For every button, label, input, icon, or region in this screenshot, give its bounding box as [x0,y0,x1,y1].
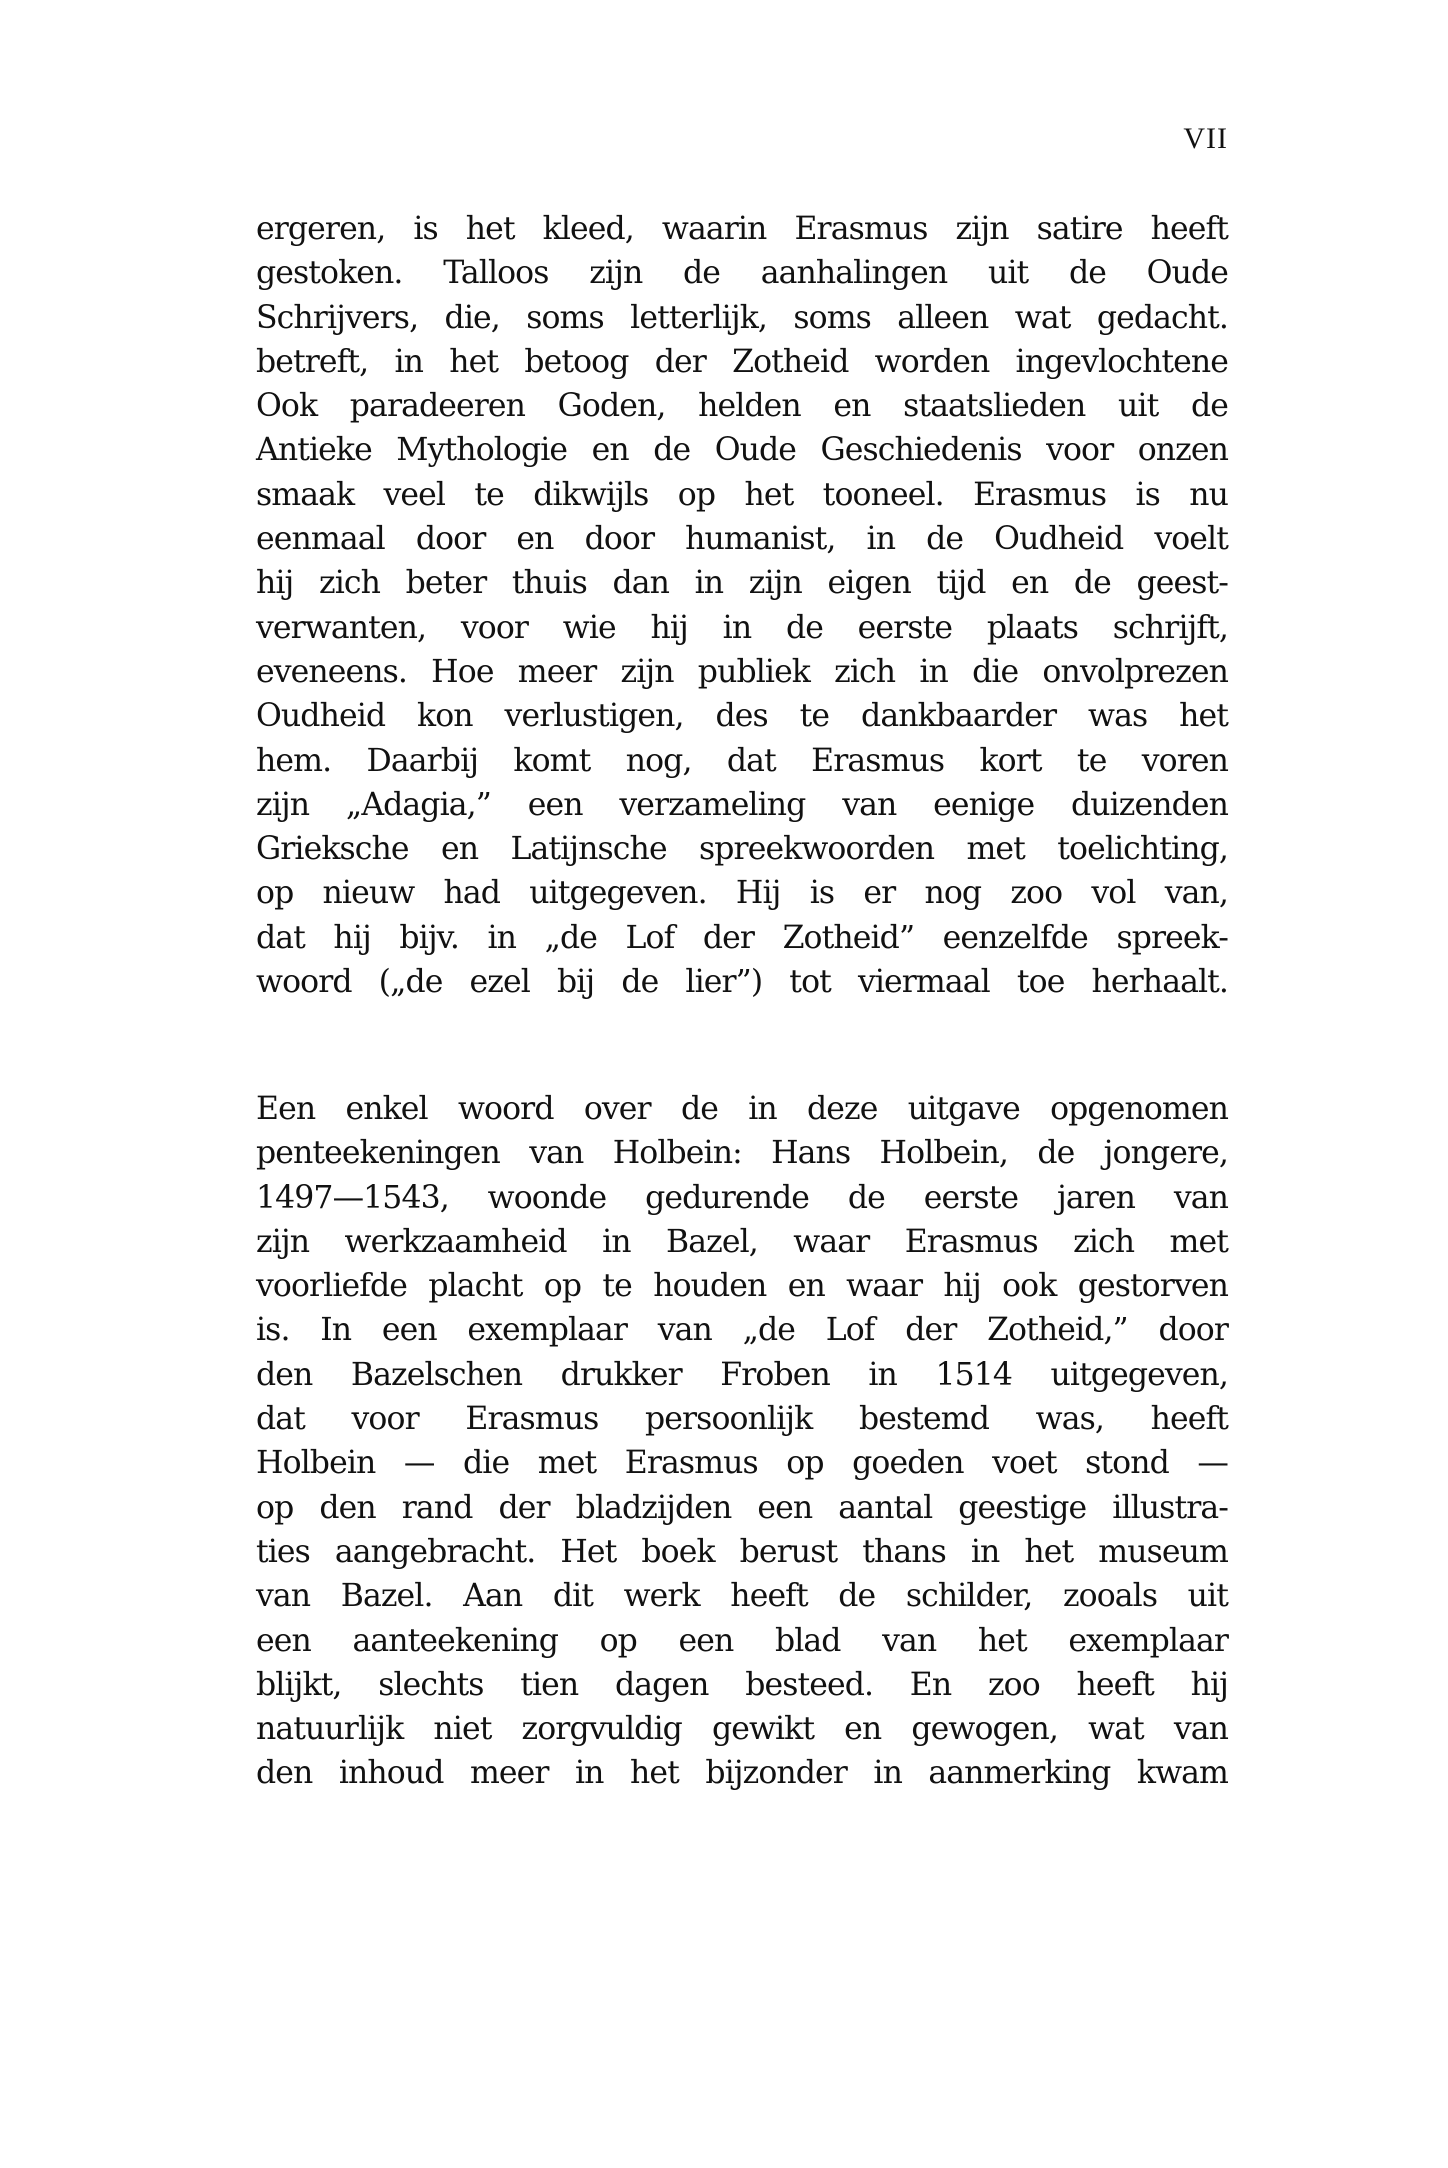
paragraph-1 [256,207,1228,1004]
text-line: van Bazel. Aan dit werk heeft de schilder, zooals uit [256,1578,1228,1615]
text-line: smaak veel te dikwijls op het tooneel. Erasmus is nu [256,476,1228,513]
text-line: op nieuw had uitgegeven. Hij is er nog zoo vol van, [256,875,1228,912]
text-line: Schrijvers, die, soms letterlijk, soms alleen wat gedacht. [256,299,1228,336]
text-line: gestoken. Talloos zijn de aanhalingen uit de Oude [256,255,1228,292]
text-line: 1497—1543, woonde gedurende de eerste jaren van [256,1179,1228,1216]
text-line: verwanten, voor wie hij in de eerste plaats schrijft, [256,609,1228,646]
text-line: dat hij bijv. in „de Lof der Zotheid” eenzelfde spreek- [256,919,1228,956]
text-line: op den rand der bladzijden een aantal geestige illustra- [256,1489,1228,1526]
text-line: hij zich beter thuis dan in zijn eigen tijd en de geest- [256,565,1228,602]
text-line: ergeren, is het kleed, waarin Erasmus zijn satire heeft [256,211,1228,247]
text-line: een aanteekening op een blad van het exemplaar [256,1622,1228,1659]
text-line: ties aangebracht. Het boek berust thans in het museum [256,1533,1228,1570]
page-number: VII [1183,122,1228,155]
text-line: den Bazelschen drukker Froben in 1514 uitgegeven, [256,1356,1228,1393]
text-line: hem. Daarbij komt nog, dat Erasmus kort te voren [256,742,1228,779]
text-line: penteekeningen van Holbein: Hans Holbein, de jongere, [256,1135,1228,1172]
text-line: eenmaal door en door humanist, in de Oudheid voelt [256,521,1228,558]
text-line: blijkt, slechts tien dagen besteed. En zoo heeft hij [256,1666,1228,1703]
text-line: Een enkel woord over de in deze uitgave opgenomen [256,1091,1228,1127]
text-line: Antieke Mythologie en de Oude Geschiedenis voor onzen [256,432,1228,469]
text-line: natuurlijk niet zorgvuldig gewikt en gewogen, wat van [256,1711,1228,1748]
text-line: woord („de ezel bij de lier”) tot viermaal toe herhaalt. [256,964,1228,1001]
text-line: eveneens. Hoe meer zijn publiek zich in die onvolprezen [256,653,1228,690]
text-line: voorliefde placht op te houden en waar hij ook gestorven [256,1268,1228,1305]
text-line: Oudheid kon verlustigen, des te dankbaarder was het [256,698,1228,735]
text-line: is. In een exemplaar van „de Lof der Zotheid,” door [256,1312,1228,1349]
text-line: zijn werkzaamheid in Bazel, waar Erasmus zich met [256,1223,1228,1260]
text-line: den inhoud meer in het bijzonder in aanmerking kwam [256,1755,1228,1792]
text-line: dat voor Erasmus persoonlijk bestemd was, heeft [256,1401,1228,1438]
text-line: betreft, in het betoog der Zotheid worden ingevlochtene [256,343,1228,380]
text-line: Ook paradeeren Goden, helden en staatslieden uit de [256,388,1228,425]
text-line: Holbein — die met Erasmus op goeden voet stond — [256,1445,1228,1482]
paragraph-2 [256,1087,1228,1796]
text-line: Grieksche en Latijnsche spreekwoorden met toelichting, [256,831,1228,868]
text-line: zijn „Adagia,” een verzameling van eenige duizenden [256,786,1228,823]
